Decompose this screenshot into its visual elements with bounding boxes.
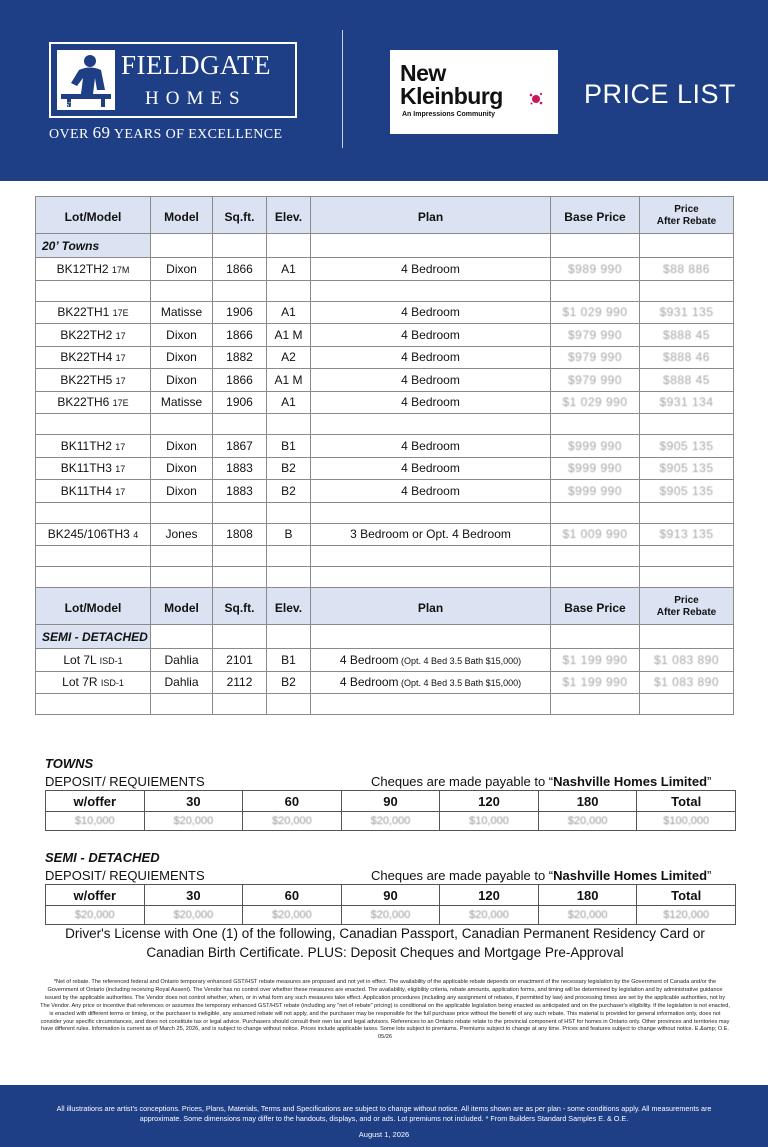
empty-cell — [213, 280, 267, 301]
lot-suffix: 17E — [112, 308, 129, 319]
lot-suffix: 4 — [133, 530, 139, 541]
empty-cell — [267, 414, 311, 435]
empty-cell — [151, 625, 213, 649]
empty-cell — [551, 625, 640, 649]
empty-cell — [267, 694, 311, 715]
spacer-row — [36, 567, 734, 588]
empty-cell — [267, 234, 311, 258]
plan-text: 4 Bedroom — [401, 350, 460, 365]
empty-cell — [36, 567, 151, 588]
elev-cell: A2 — [267, 346, 311, 369]
spacer-row — [36, 546, 734, 567]
lot-cell — [36, 480, 151, 503]
price-after-rebate-cell: $888 46 — [640, 346, 734, 369]
deposit-value-cell: $20,000 — [243, 906, 342, 925]
plan-text: 4 Bedroom — [401, 438, 460, 453]
model-cell: Matisse — [151, 301, 213, 324]
table-row — [36, 346, 734, 369]
lot-suffix: 17 — [115, 441, 126, 452]
purchaser-requirements: Driver's License with One (1) of the following, Canadian Passport, Canadian Permanent Residency Card or Canadian Birth Certificate. PLUS: Deposit Cheques and Mortgage Pre-Approval — [65, 926, 705, 960]
elev-cell: B1 — [267, 435, 311, 458]
empty-cell — [213, 234, 267, 258]
lot-cell — [36, 346, 151, 369]
towns-section-row — [36, 234, 734, 258]
table-row — [36, 649, 734, 672]
empty-cell — [640, 502, 734, 523]
price-table — [35, 196, 734, 715]
price-after-rebate-cell: $88 886 — [640, 258, 734, 281]
price-after-rebate-cell: $905 135 — [640, 435, 734, 458]
col-plan-header: Plan — [311, 588, 551, 625]
lot-number: BK11TH3 — [60, 461, 116, 476]
spacer-row — [36, 414, 734, 435]
empty-cell — [36, 694, 151, 715]
lot-suffix: ISD-1 — [100, 678, 124, 689]
spacer-row — [36, 502, 734, 523]
table-row — [36, 324, 734, 347]
rebate-disclaimer: *Net of rebate. The referenced federal and Ontario temporary enhanced GST/HST rebate measures are proposed and not yet in effect. The availability of the applicable rebate depends on enactment of the necessary legislation by the Government of Canada and/or the Government of Ontario (including receiving Royal Assent). The Vendor has no control over whether these measures are enacted. The availability, eligibility criteria, rebate amounts, application forms, and timing will be determined by legislation and by administrative guidance issued by the applicable authorities. The Vendor does not control whether, when, or in what form any such measures take effect. Application procedures (including any assignment of rebates, if permitted by law) and processing times are set by the applicable authorities, not by The Vendor. Any price or incentive that references or assumes the temporary enhanced GST/HST rebate (including any "net of rebate" pricing) is conditional on the applicable legislation being enacted as anticipated and on the purchaser's eligibility. If the legislation is not enacted, is enacted with different terms or timing, or the purchaser is ineligible, any assumed rebate will not apply, and the purchaser may be responsible for the full purchase price without the benefit of any such rebate. This material is provided for general information only, does not consider your specific circumstances, and does not constitute tax or legal advice. Purchasers should consult their own tax and legal advisors. References to an Ontario rebate relate to the provincial component of HST for homes in Ontario only. Other provinces and territories may have different rules. Information is current as of March 25, 2026, and is subject to change without notice. Prices include applicable taxes. Some lots subject to premiums. Premiums subject to change at any time. Prices and features subject to change without notice. E.&amp; O.E. 05/26 — [40, 979, 730, 1041]
lot-cell — [36, 391, 151, 414]
table-row — [36, 671, 734, 694]
lot-number: BK11TH2 — [60, 438, 116, 453]
empty-cell — [311, 567, 551, 588]
towns-payable-note: Cheques are made payable to “Nashville Homes Limited” — [371, 774, 712, 789]
spacer-row — [36, 280, 734, 301]
deposit-header-cell: 30 — [144, 791, 243, 812]
lot-cell — [36, 649, 151, 672]
model-cell: Dixon — [151, 258, 213, 281]
deposit-header-cell: 120 — [440, 885, 539, 906]
sqft-cell: 1906 — [213, 301, 267, 324]
plan-text: 4 Bedroom — [401, 372, 460, 387]
fieldgate-logo — [49, 42, 297, 118]
footer-disclaimer: All illustrations are artist’s conceptions. Prices, Plans, Materials, Terms and Specifications are subject to change without notice. All items shown are as per plan - some conditions apply. All measurements are approximate. Some dimensions may differ to the handouts, displays, and or ads. Lot premiums not included. * From Builders Standard Samples E. & O.E. — [56, 1104, 712, 1123]
empty-cell — [551, 694, 640, 715]
lot-suffix: 17 — [115, 353, 126, 364]
towns-deposit-table — [45, 790, 736, 831]
header-divider — [342, 30, 343, 148]
semis-deposit-title: SEMI - DETACHED — [45, 850, 160, 865]
plan-text: 4 Bedroom — [401, 327, 460, 342]
elev-cell: B — [267, 523, 311, 546]
sqft-cell: 1883 — [213, 457, 267, 480]
empty-cell — [151, 502, 213, 523]
deposit-header-cell: 120 — [440, 791, 539, 812]
model-cell: Matisse — [151, 391, 213, 414]
deposit-header-cell: 30 — [144, 885, 243, 906]
col-lot-header: Lot/Model — [36, 197, 151, 234]
plan-option: (Opt. 4 Bed 3.5 Bath $15,000) — [398, 655, 522, 666]
model-cell: Dixon — [151, 346, 213, 369]
semi-section-row — [36, 625, 734, 649]
empty-cell — [640, 414, 734, 435]
empty-cell — [551, 502, 640, 523]
model-cell: Dixon — [151, 435, 213, 458]
sqft-cell: 1808 — [213, 523, 267, 546]
lot-cell — [36, 523, 151, 546]
plan-cell — [311, 391, 551, 414]
plan-option: (Opt. 4 Bed 3.5 Bath $15,000) — [398, 678, 522, 689]
deposit-header-cell: w/offer — [46, 791, 145, 812]
towns-deposit-subtitle: DEPOSIT/ REQUIEMENTS — [45, 774, 205, 789]
deposit-value-cell: $20,000 — [341, 812, 440, 831]
table-row — [36, 523, 734, 546]
base-price-cell: $999 990 — [551, 457, 640, 480]
sqft-cell: 1866 — [213, 369, 267, 392]
price-after-rebate-cell: $931 135 — [640, 301, 734, 324]
plan-text: 4 Bedroom — [401, 305, 460, 320]
empty-cell — [640, 567, 734, 588]
model-cell: Dixon — [151, 369, 213, 392]
sqft-cell: 2112 — [213, 671, 267, 694]
col-lot-header: Lot/Model — [36, 588, 151, 625]
empty-cell — [640, 625, 734, 649]
deposit-header-cell: Total — [637, 791, 736, 812]
col-plan-header: Plan — [311, 197, 551, 234]
brand-name: FIELDGATE — [121, 50, 271, 80]
semis-deposit-values-row — [46, 906, 736, 925]
community-name-line1: New — [400, 60, 446, 86]
col-base-price-header: Base Price — [551, 197, 640, 234]
base-price-cell: $989 990 — [551, 258, 640, 281]
col-elev-header: Elev. — [267, 588, 311, 625]
towns-deposit-values-row — [46, 812, 736, 831]
col-price-after-rebate-header: Price After Rebate — [640, 588, 734, 625]
brand-est: EST. 1957 — [61, 101, 91, 109]
col-model-header: Model — [151, 588, 213, 625]
plan-cell — [311, 324, 551, 347]
community-subtitle: An Impressions Community — [402, 111, 495, 118]
model-cell: Jones — [151, 523, 213, 546]
plan-cell — [311, 369, 551, 392]
base-price-cell: $1 029 990 — [551, 301, 640, 324]
base-price-cell: $1 029 990 — [551, 391, 640, 414]
lot-cell — [36, 369, 151, 392]
elev-cell: B1 — [267, 649, 311, 672]
empty-cell — [36, 414, 151, 435]
lot-number: Lot 7R — [62, 675, 101, 690]
col-sqft-header: Sq.ft. — [213, 588, 267, 625]
model-cell: Dixon — [151, 457, 213, 480]
lot-number: Lot 7L — [63, 652, 100, 667]
price-after-rebate-cell: $905 135 — [640, 480, 734, 503]
plan-text: 4 Bedroom — [339, 675, 399, 690]
lot-number: BK22TH2 — [60, 327, 116, 342]
plan-cell — [311, 457, 551, 480]
deposit-value-cell: $20,000 — [538, 812, 637, 831]
deposit-header-cell: 90 — [341, 885, 440, 906]
model-cell: Dahlia — [151, 671, 213, 694]
paint-splash-icon — [529, 92, 543, 106]
model-cell: Dixon — [151, 480, 213, 503]
deposit-value-cell: $100,000 — [637, 812, 736, 831]
empty-cell — [267, 280, 311, 301]
semis-payable-note: Cheques are made payable to “Nashville Homes Limited” — [371, 868, 712, 883]
plan-cell — [311, 258, 551, 281]
col-sqft-header: Sq.ft. — [213, 197, 267, 234]
deposit-value-cell: $20,000 — [440, 906, 539, 925]
lot-cell — [36, 324, 151, 347]
table-header-row-semis — [36, 588, 734, 625]
empty-cell — [311, 546, 551, 567]
plan-cell — [311, 480, 551, 503]
price-after-rebate-cell: $1 083 890 — [640, 671, 734, 694]
plan-text: 4 Bedroom — [339, 652, 399, 667]
base-price-cell: $1 199 990 — [551, 649, 640, 672]
elev-cell: A1 — [267, 301, 311, 324]
empty-cell — [267, 502, 311, 523]
sqft-cell: 1883 — [213, 480, 267, 503]
footer-date: August 1, 2026 — [358, 1130, 410, 1139]
empty-cell — [311, 414, 551, 435]
plan-cell — [311, 523, 551, 546]
community-name-line2: Kleinburg — [400, 83, 503, 109]
empty-cell — [551, 234, 640, 258]
table-row — [36, 457, 734, 480]
table-row — [36, 258, 734, 281]
base-price-cell: $979 990 — [551, 346, 640, 369]
lot-number: BK245/106TH3 — [47, 527, 134, 542]
base-price-cell: $1 009 990 — [551, 523, 640, 546]
sqft-cell: 1882 — [213, 346, 267, 369]
lot-number: BK22TH5 — [60, 372, 116, 387]
lot-suffix: 17 — [115, 375, 126, 386]
lot-number: BK12TH2 — [56, 261, 112, 276]
elev-cell: B2 — [267, 457, 311, 480]
price-after-rebate-cell: $888 45 — [640, 369, 734, 392]
deposit-value-cell: $20,000 — [341, 906, 440, 925]
new-kleinburg-logo — [390, 50, 558, 134]
table-header-row — [36, 197, 734, 234]
table-row — [36, 480, 734, 503]
plan-cell — [311, 435, 551, 458]
towns-section-label: 20’ Towns — [36, 234, 151, 258]
col-elev-header: Elev. — [267, 197, 311, 234]
brand-homes: HOMES — [145, 88, 247, 109]
empty-cell — [151, 567, 213, 588]
sqft-cell: 1867 — [213, 435, 267, 458]
sqft-cell: 2101 — [213, 649, 267, 672]
deposit-value-cell: $20,000 — [243, 812, 342, 831]
footer-banner — [0, 1085, 768, 1147]
price-after-rebate-cell: $888 45 — [640, 324, 734, 347]
deposit-value-cell: $10,000 — [440, 812, 539, 831]
base-price-cell: $1 199 990 — [551, 671, 640, 694]
lot-cell — [36, 258, 151, 281]
col-base-price-header: Base Price — [551, 588, 640, 625]
empty-cell — [151, 694, 213, 715]
semis-body — [36, 588, 734, 715]
empty-cell — [151, 414, 213, 435]
semis-deposit-header-row — [46, 885, 736, 906]
spacer-row — [36, 694, 734, 715]
plan-text: 4 Bedroom — [401, 483, 460, 498]
lot-number: BK22TH4 — [60, 350, 116, 365]
empty-cell — [551, 546, 640, 567]
deposit-header-cell: 90 — [341, 791, 440, 812]
empty-cell — [311, 234, 551, 258]
empty-cell — [311, 694, 551, 715]
empty-cell — [151, 280, 213, 301]
base-price-cell: $979 990 — [551, 324, 640, 347]
empty-cell — [213, 567, 267, 588]
elev-cell: A1 — [267, 391, 311, 414]
lot-number: BK11TH4 — [60, 483, 116, 498]
lot-cell — [36, 435, 151, 458]
empty-cell — [311, 625, 551, 649]
deposit-value-cell: $120,000 — [637, 906, 736, 925]
price-after-rebate-cell: $905 135 — [640, 457, 734, 480]
towns-body — [36, 234, 734, 588]
deposit-value-cell: $20,000 — [144, 812, 243, 831]
deposit-value-cell: $20,000 — [538, 906, 637, 925]
lot-cell — [36, 301, 151, 324]
lot-suffix: 17 — [115, 486, 126, 497]
deposit-header-cell: w/offer — [46, 885, 145, 906]
empty-cell — [213, 502, 267, 523]
sqft-cell: 1866 — [213, 324, 267, 347]
semi-section-label: SEMI - DETACHED — [36, 625, 151, 649]
deposit-value-cell: $20,000 — [46, 906, 145, 925]
deposit-header-cell: 60 — [243, 885, 342, 906]
semis-deposit-table — [45, 884, 736, 925]
empty-cell — [36, 502, 151, 523]
table-row — [36, 391, 734, 414]
col-price-after-rebate-header: Price After Rebate — [640, 197, 734, 234]
deposit-header-cell: 180 — [538, 791, 637, 812]
semis-deposit-subtitle: DEPOSIT/ REQUIEMENTS — [45, 868, 205, 883]
elev-cell: B2 — [267, 671, 311, 694]
empty-cell — [640, 280, 734, 301]
plan-cell — [311, 301, 551, 324]
empty-cell — [640, 694, 734, 715]
empty-cell — [267, 625, 311, 649]
empty-cell — [213, 546, 267, 567]
table-row — [36, 435, 734, 458]
base-price-cell: $979 990 — [551, 369, 640, 392]
model-cell: Dahlia — [151, 649, 213, 672]
brand-tagline: OVER 69 YEARS OF EXCELLENCE — [49, 123, 283, 142]
deposit-header-cell: 180 — [538, 885, 637, 906]
towns-deposit-title: TOWNS — [45, 756, 94, 771]
lot-number: BK22TH6 — [57, 395, 113, 410]
empty-cell — [36, 546, 151, 567]
empty-cell — [551, 567, 640, 588]
lot-suffix: 17 — [115, 330, 126, 341]
empty-cell — [267, 567, 311, 588]
empty-cell — [640, 234, 734, 258]
price-after-rebate-cell: $913 135 — [640, 523, 734, 546]
empty-cell — [551, 414, 640, 435]
table-row — [36, 369, 734, 392]
sqft-cell: 1866 — [213, 258, 267, 281]
lot-cell — [36, 457, 151, 480]
empty-cell — [311, 280, 551, 301]
empty-cell — [36, 280, 151, 301]
lot-cell — [36, 671, 151, 694]
table-row — [36, 301, 734, 324]
empty-cell — [640, 546, 734, 567]
plan-text: 4 Bedroom — [401, 461, 460, 476]
empty-cell — [311, 502, 551, 523]
empty-cell — [551, 280, 640, 301]
deposit-header-cell: 60 — [243, 791, 342, 812]
lot-suffix: 17M — [111, 264, 130, 275]
lot-suffix: 17E — [112, 398, 129, 409]
elev-cell: A1 — [267, 258, 311, 281]
base-price-cell: $999 990 — [551, 435, 640, 458]
model-cell: Dixon — [151, 324, 213, 347]
plan-text: 4 Bedroom — [401, 395, 460, 410]
empty-cell — [213, 414, 267, 435]
deposit-value-cell: $20,000 — [144, 906, 243, 925]
page-title: PRICE LIST — [584, 79, 737, 109]
plan-cell — [311, 649, 551, 672]
deposit-header-cell: Total — [637, 885, 736, 906]
base-price-cell: $999 990 — [551, 480, 640, 503]
empty-cell — [151, 234, 213, 258]
elev-cell: B2 — [267, 480, 311, 503]
price-after-rebate-cell: $1 083 890 — [640, 649, 734, 672]
lot-number: BK22TH1 — [57, 305, 113, 320]
empty-cell — [213, 625, 267, 649]
plan-cell — [311, 671, 551, 694]
lot-suffix: ISD-1 — [99, 655, 123, 666]
price-after-rebate-cell: $931 134 — [640, 391, 734, 414]
plan-text: 4 Bedroom — [401, 261, 460, 276]
empty-cell — [213, 694, 267, 715]
plan-cell — [311, 346, 551, 369]
empty-cell — [151, 546, 213, 567]
sqft-cell: 1906 — [213, 391, 267, 414]
elev-cell: A1 M — [267, 324, 311, 347]
empty-cell — [267, 546, 311, 567]
col-model-header: Model — [151, 197, 213, 234]
elev-cell: A1 M — [267, 369, 311, 392]
header-banner — [0, 0, 768, 181]
towns-deposit-header-row — [46, 791, 736, 812]
plan-text: 3 Bedroom or Opt. 4 Bedroom — [350, 527, 511, 542]
lot-suffix: 17 — [115, 464, 126, 475]
deposit-value-cell: $10,000 — [46, 812, 145, 831]
